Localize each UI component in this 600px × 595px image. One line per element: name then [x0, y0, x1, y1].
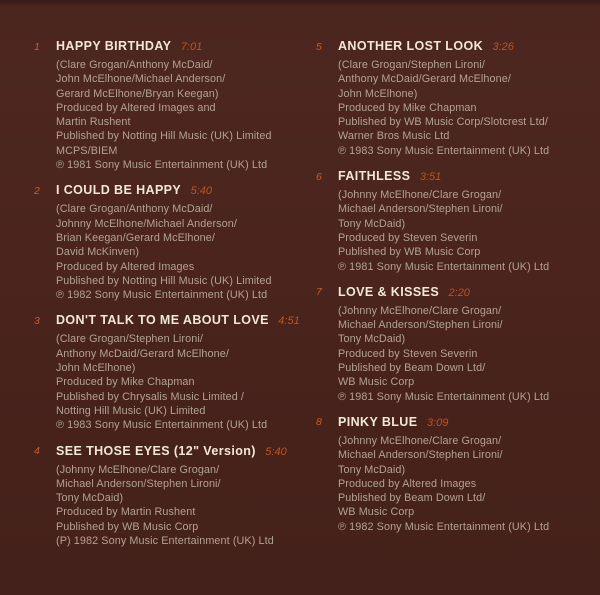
credit-line: (Johnny McElhone/Clare Grogan/	[338, 304, 502, 317]
credit-line: Anthony McDaid/Gerard McElhone/	[56, 347, 229, 360]
credit-line: David McKinven)	[56, 246, 140, 259]
credit-line: Anthony McDaid/Gerard McElhone/	[338, 73, 511, 86]
track-number: 3	[34, 314, 40, 327]
track-duration: 3:09	[426, 416, 449, 429]
credit-line: John McElhone)	[338, 87, 418, 100]
credit-line: Produced by Altered Images	[56, 260, 195, 273]
track-title-line	[338, 414, 592, 431]
track-item	[316, 284, 592, 404]
track-title-line	[338, 38, 592, 55]
track-title-line	[56, 443, 310, 460]
track-title: DON'T TALK TO ME ABOUT LOVE	[56, 313, 269, 328]
track-number: 2	[34, 184, 40, 197]
credit-line: Produced by Mike Chapman	[56, 376, 195, 389]
credit-line: Published by Chrysalis Music Limited /	[56, 390, 245, 403]
track-number: 8	[316, 416, 322, 429]
track-title-line	[56, 312, 310, 329]
credit-line: Michael Anderson/Stephen Lironi/	[338, 449, 503, 462]
credit-line: Tony McDaid)	[56, 492, 124, 505]
credit-line: ℗ 1982 Sony Music Entertainment (UK) Ltd	[56, 289, 268, 302]
tracklist-left-column	[34, 38, 310, 558]
credit-line: MCPS/BIEM	[56, 144, 118, 157]
track-item	[316, 414, 592, 534]
credit-line: WB Music Corp	[338, 376, 415, 389]
track-duration: 5:40	[190, 185, 213, 198]
track-number: 1	[34, 40, 40, 53]
credit-line: Published by Beam Down Ltd/	[338, 492, 486, 505]
track-title-line	[338, 168, 592, 185]
credit-line: Johnny McElhone/Michael Anderson/	[56, 217, 237, 230]
track-title: PINKY BLUE	[338, 414, 418, 429]
credit-line: WB Music Corp	[338, 506, 415, 519]
track-title: SEE THOSE EYES (12" Version)	[56, 443, 256, 458]
track-item	[316, 38, 592, 158]
credit-line: ℗ 1983 Sony Music Entertainment (UK) Ltd	[338, 144, 550, 157]
credit-line: Tony McDaid)	[338, 333, 406, 346]
credit-line: (Johnny McElhone/Clare Grogan/	[338, 434, 502, 447]
track-title-line	[56, 38, 310, 55]
credit-line: Produced by Martin Rushent	[56, 506, 196, 519]
credit-line: (Clare Grogan/Stephen Lironi/	[338, 59, 485, 71]
credit-line: Martin Rushent	[56, 116, 131, 129]
credit-line: (P) 1982 Sony Music Entertainment (UK) Ltd	[56, 535, 274, 548]
track-title-line	[338, 284, 592, 301]
track-duration: 2:20	[448, 286, 470, 299]
credit-line: Produced by Mike Chapman	[338, 101, 477, 114]
track-duration: 3:26	[492, 41, 514, 53]
track-title: FAITHLESS	[338, 169, 411, 184]
credit-line: Published by WB Music Corp	[56, 520, 199, 533]
track-title-line	[56, 182, 310, 199]
credit-line: Brian Keegan/Gerard McElhone/	[56, 231, 215, 244]
credit-line: (Clare Grogan/Anthony McDaid/	[56, 203, 213, 216]
track-item	[34, 312, 310, 432]
credit-line: ℗ 1981 Sony Music Entertainment (UK) Ltd	[338, 390, 550, 403]
credit-line: ℗ 1983 Sony Music Entertainment (UK) Ltd	[56, 419, 268, 432]
credit-line: Warner Bros Music Ltd	[338, 130, 450, 143]
track-item	[34, 38, 310, 172]
track-duration: 5:40	[265, 445, 287, 458]
track-title: I COULD BE HAPPY	[56, 183, 182, 198]
credit-line: (Clare Grogan/Anthony McDaid/	[56, 59, 213, 71]
credit-line: (Johnny McElhone/Clare Grogan/	[338, 189, 502, 202]
track-number: 4	[34, 445, 40, 458]
credit-line: Produced by Steven Severin	[338, 231, 478, 244]
credit-line: Notting Hill Music (UK) Limited	[56, 404, 206, 417]
track-item	[316, 168, 592, 274]
credit-line: Published by Notting Hill Music (UK) Limited	[56, 130, 272, 143]
track-title: HAPPY BIRTHDAY	[56, 39, 172, 53]
credit-line: Gerard McElhone/Bryan Keegan)	[56, 87, 219, 100]
credit-line: Tony McDaid)	[338, 463, 406, 476]
track-duration: 3:51	[419, 171, 442, 184]
track-duration: 4:51	[278, 315, 300, 328]
credit-line: Michael Anderson/Stephen Lironi/	[56, 477, 221, 490]
track-duration: 7:01	[180, 41, 203, 53]
track-title: ANOTHER LOST LOOK	[338, 39, 483, 53]
track-title: LOVE & KISSES	[338, 284, 440, 299]
track-item	[34, 443, 310, 549]
credit-line: Produced by Altered Images and	[56, 101, 216, 114]
track-item	[34, 182, 310, 302]
tracklist-right-column	[316, 38, 592, 544]
credit-line: (Johnny McElhone/Clare Grogan/	[56, 463, 220, 476]
track-number: 7	[316, 286, 322, 299]
credit-line: John McElhone)	[56, 362, 136, 375]
credit-line: John McElhone/Michael Anderson/	[56, 73, 226, 86]
track-number: 5	[316, 40, 322, 53]
credit-line: ℗ 1981 Sony Music Entertainment (UK) Ltd	[56, 159, 268, 172]
credit-line: Michael Anderson/Stephen Lironi/	[338, 319, 503, 332]
credit-line: Published by WB Music Corp	[338, 246, 481, 259]
credit-line: Produced by Altered Images	[338, 477, 477, 490]
credit-line: Published by Notting Hill Music (UK) Limited	[56, 274, 272, 287]
credit-line: Published by Beam Down Ltd/	[338, 362, 486, 375]
credit-line: Produced by Steven Severin	[338, 347, 478, 360]
credit-line: Published by WB Music Corp/Slotcrest Ltd/	[338, 116, 548, 129]
credit-line: Tony McDaid)	[338, 217, 406, 230]
track-number: 6	[316, 170, 322, 183]
credit-line: Michael Anderson/Stephen Lironi/	[338, 203, 503, 216]
credit-line: (Clare Grogan/Stephen Lironi/	[56, 333, 203, 346]
credit-line: ℗ 1982 Sony Music Entertainment (UK) Ltd	[338, 520, 550, 533]
credit-line: ℗ 1981 Sony Music Entertainment (UK) Ltd	[338, 260, 550, 273]
